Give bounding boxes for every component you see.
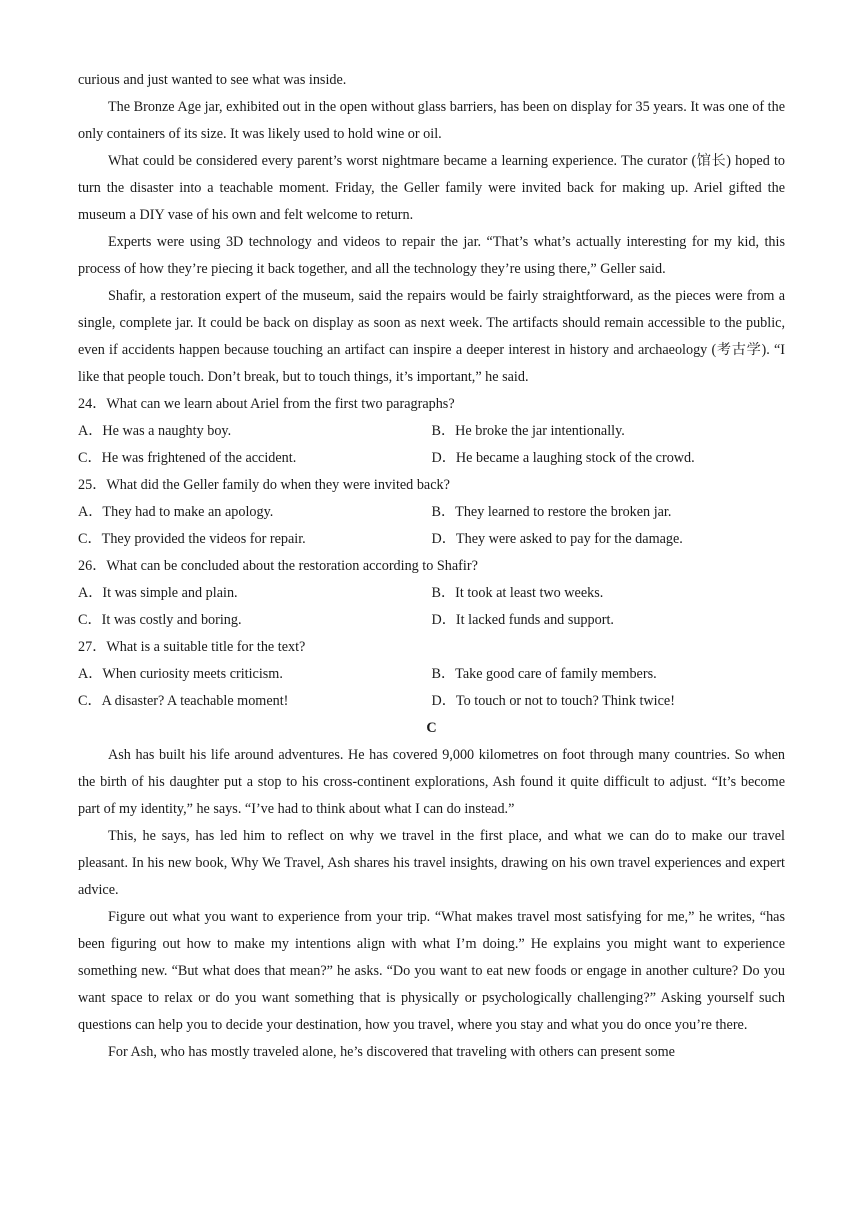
- passage-c-paragraph-1: Ash has built his life around adventures. He has covered 9,000 kilometres on foot through many countries. So when the birth of his daughter put a stop to his cross-continent explorations, Ash found it quite difficult to adjust. “It’s become part of my identity,” he says. “I’ve had to think about what I can do instead.”: [78, 747, 785, 817]
- passage-c-paragraph-3: Figure out what you want to experience from your trip. “What makes travel most satisfying for me,” he writes, “has been figuring out how to make my intentions align with what I’m doing.” He explains you might want to experience something new. “But what does that mean?” he asks. “Do you want to eat new foods or engage in another culture? Do you want space to relax or do you want something that is physically or psychologically challenging?” Asking yourself such questions can help you to decide your destination, how you travel, where you stay and what you do once you’re there.: [78, 909, 785, 1033]
- option-b: B．It took at least two weeks.: [431, 585, 604, 601]
- answer-options: [78, 499, 785, 553]
- option-b: B．Take good care of family members.: [431, 666, 657, 682]
- passage-b-paragraph-5: Shafir, a restoration expert of the museum, said the repairs would be fairly straightforward, as the pieces were from a single, complete jar. It could be back on display as soon as next week. The artifacts should remain accessible to the public, even if accidents happen because touching an artifact can inspire a deeper interest in history and archaeology (考古学). “I like that people touch. Don’t break, but to touch things, it’s important,” he said.: [78, 288, 785, 385]
- option-d: D．To touch or not to touch? Think twice!: [431, 693, 675, 709]
- passage-b-paragraph-3: What could be considered every parent’s worst nightmare became a learning experience. The curator (馆长) hoped to turn the disaster into a teachable moment. Friday, the Geller family were invited back for making up. Ariel gifted the museum a DIY vase of his own and felt welcome to return.: [78, 153, 785, 223]
- option-a: A．He was a naughty boy.: [78, 423, 232, 439]
- option-a: A．It was simple and plain.: [78, 585, 238, 601]
- answer-options: [78, 418, 785, 472]
- option-d: D．It lacked funds and support.: [431, 612, 614, 628]
- question-stem: 26．What can be concluded about the restoration according to Shafir?: [78, 558, 478, 574]
- option-d: D．He became a laughing stock of the crowd.: [431, 450, 695, 466]
- option-c: C．It was costly and boring.: [78, 612, 242, 628]
- passage-b-paragraph-4: Experts were using 3D technology and videos to repair the jar. “That’s what’s actually interesting for my kid, this process of how they’re piecing it back together, and all the technology they’re using there,” Geller said.: [78, 234, 785, 277]
- passage-b-paragraph-1: curious and just wanted to see what was inside.: [78, 72, 347, 88]
- option-a: A．When curiosity meets criticism.: [78, 666, 283, 682]
- question-26: [78, 553, 785, 634]
- section-heading-c: C: [426, 720, 437, 736]
- question-24: [78, 391, 785, 472]
- passage-c-paragraph-4: For Ash, who has mostly traveled alone, he’s discovered that traveling with others can present some: [108, 1044, 675, 1060]
- passage-b-paragraph-2: The Bronze Age jar, exhibited out in the open without glass barriers, has been on display for 35 years. It was one of the only containers of its size. It was likely used to hold wine or oil.: [78, 99, 785, 142]
- answer-options: [78, 661, 785, 715]
- option-d: D．They were asked to pay for the damage.: [431, 531, 683, 547]
- option-a: A．They had to make an apology.: [78, 504, 274, 520]
- question-stem: 27．What is a suitable title for the text?: [78, 639, 306, 655]
- option-b: B．They learned to restore the broken jar.: [431, 504, 672, 520]
- passage-c-paragraph-2: This, he says, has led him to reflect on why we travel in the first place, and what we can do to make our travel pleasant. In his new book, Why We Travel, Ash shares his travel insights, drawing on his own travel experiences and expert advice.: [78, 828, 785, 898]
- answer-options: [78, 580, 785, 634]
- question-stem: 25．What did the Geller family do when they were invited back?: [78, 477, 450, 493]
- document-page: [78, 67, 785, 1066]
- option-b: B．He broke the jar intentionally.: [431, 423, 625, 439]
- option-c: C．They provided the videos for repair.: [78, 531, 306, 547]
- question-27: [78, 634, 785, 715]
- question-stem: 24．What can we learn about Ariel from the first two paragraphs?: [78, 396, 455, 412]
- option-c: C．A disaster? A teachable moment!: [78, 693, 289, 709]
- question-25: [78, 472, 785, 553]
- option-c: C．He was frightened of the accident.: [78, 450, 297, 466]
